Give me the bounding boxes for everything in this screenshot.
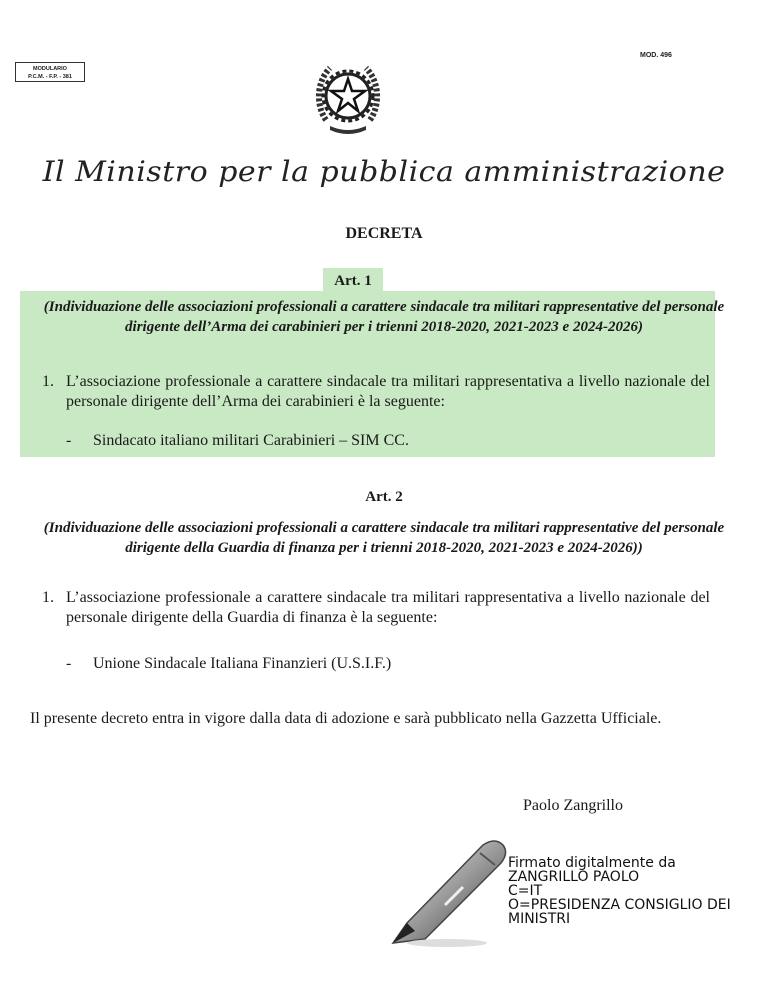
sig-line-1: Firmato digitalmente da — [508, 855, 676, 871]
art2-item-dash: - — [66, 655, 72, 672]
art1-heading: Art. 1 — [323, 268, 383, 292]
art1-item-text: Sindacato italiano militari Carabinieri – SIM CC. — [93, 432, 409, 449]
sig-line-2: ZANGRILLO PAOLO — [508, 869, 640, 885]
art2-item-text: Unione Sindacale Italiana Finanzieri (U.S.I.F.) — [93, 655, 392, 672]
italian-emblem-icon — [312, 58, 384, 138]
form-code-line2: P.C.M. - F.P. - 381 — [28, 74, 72, 80]
decreta-heading: DECRETA — [345, 225, 423, 242]
art1-subtitle: (Individuazione delle associazioni professionali a carattere sindacale tra militari rappresentative del personale dirigente dell’Arma dei carabinieri per i trienni 2018-2020, 2021-2023 e 2024-2026) — [43, 299, 725, 335]
form-code-line1: MODULARIO — [33, 66, 67, 72]
closing-statement: Il presente decreto entra in vigore dalla data di adozione e sarà pubblicato nella Gazzetta Ufficiale. — [30, 710, 662, 727]
digital-signature — [508, 856, 731, 926]
art2-para-text: L’associazione professionale a carattere sindacale tra militari rappresentativa a livello nazionale del personale dirigente della Guardia di finanza è la seguente: — [66, 589, 710, 626]
art2-heading: Art. 2 — [365, 489, 403, 505]
sig-line-4: O=PRESIDENZA CONSIGLIO DEI — [508, 897, 731, 913]
pen-icon — [385, 835, 510, 950]
form-code-box — [15, 62, 85, 82]
minister-title: Il Ministro per la pubblica amministrazione — [42, 156, 726, 189]
signer-name: Paolo Zangrillo — [523, 797, 623, 814]
sig-line-3: C=IT — [508, 883, 543, 899]
art1-para-number: 1. — [42, 373, 54, 390]
sig-line-5: MINISTRI — [508, 911, 571, 927]
art2-para-number: 1. — [42, 589, 54, 606]
art1-para-text: L’associazione professionale a carattere sindacale tra militari rappresentativa a livello nazionale del personale dirigente dell’Arma dei carabinieri è la seguente: — [66, 373, 710, 410]
art1-item-dash: - — [66, 432, 72, 449]
art2-subtitle: (Individuazione delle associazioni professionali a carattere sindacale tra militari rappresentative del personale dirigente della Guardia di finanza per i trienni 2018-2020, 2021-2023 e 2024-2026)) — [43, 520, 725, 556]
mod-number: MOD. 496 — [640, 52, 672, 59]
art1-paragraph — [42, 372, 710, 412]
art2-paragraph — [42, 588, 710, 628]
